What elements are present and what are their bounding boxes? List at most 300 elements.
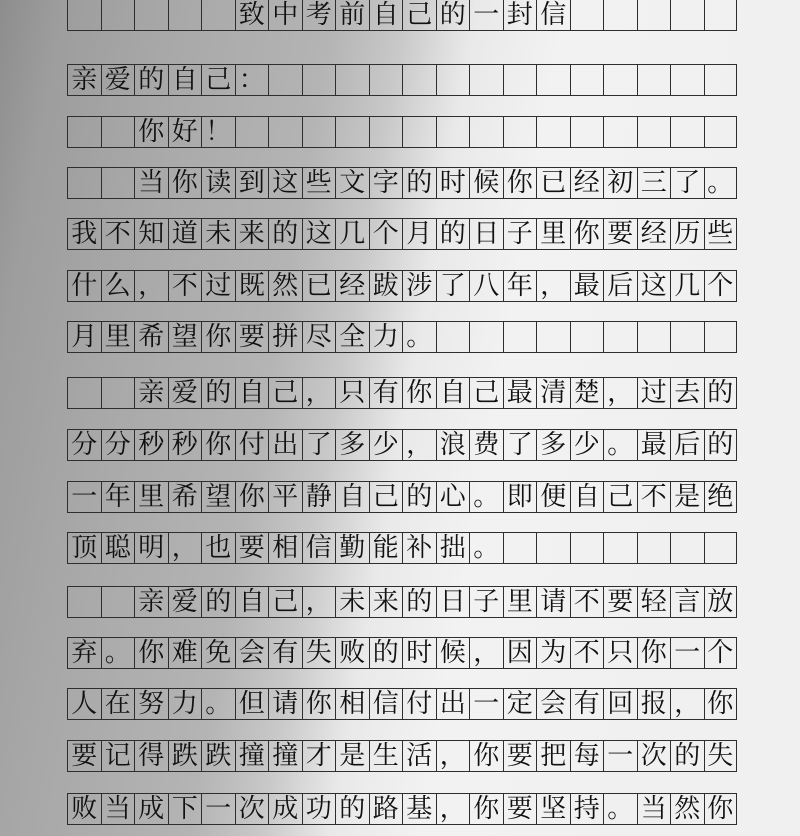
- letter-char: 你: [503, 167, 537, 199]
- letter-char: 的: [268, 218, 302, 250]
- grid-cell: [168, 0, 202, 31]
- letter-char: 后: [603, 270, 637, 302]
- letter-char: 信: [302, 532, 336, 564]
- letter-char: 么: [101, 270, 135, 302]
- grid-cell: [134, 0, 168, 31]
- grid-cell: [603, 116, 637, 148]
- letter-char: 次: [637, 740, 671, 772]
- letter-char: 己: [469, 377, 503, 409]
- letter-char: 会: [235, 637, 269, 669]
- letter-char: 自: [570, 481, 604, 513]
- letter-char: 当: [134, 167, 168, 199]
- letter-char: 年: [503, 270, 537, 302]
- grid-cell: [402, 116, 436, 148]
- letter-char: 当: [101, 793, 135, 825]
- letter-char: 请: [268, 688, 302, 720]
- title-char: 己: [402, 0, 436, 31]
- letter-char: 子: [469, 586, 503, 618]
- letter-char: 要: [603, 218, 637, 250]
- letter-char: 出: [268, 429, 302, 461]
- grid-row: [67, 218, 737, 250]
- grid-row: [67, 64, 737, 96]
- letter-char: 你: [168, 167, 202, 199]
- letter-char: 是: [670, 481, 704, 513]
- letter-char: 什: [67, 270, 101, 302]
- letter-char: 然: [670, 793, 704, 825]
- grid-cell: [101, 0, 135, 31]
- grid-row: [67, 377, 737, 409]
- letter-char: 。: [469, 481, 503, 513]
- letter-char: 读: [201, 167, 235, 199]
- letter-char: ，: [168, 532, 202, 564]
- title-char: 一: [469, 0, 503, 31]
- letter-char: 你: [637, 637, 671, 669]
- letter-char: 要: [503, 740, 537, 772]
- grid-row: [67, 167, 737, 199]
- letter-char: 道: [168, 218, 202, 250]
- grid-cell: [302, 64, 336, 96]
- letter-char: 难: [168, 637, 202, 669]
- letter-char: 每: [570, 740, 604, 772]
- letter-char: 要: [503, 793, 537, 825]
- letter-char: 但: [235, 688, 269, 720]
- letter-char: 平: [268, 481, 302, 513]
- letter-char: 分: [101, 429, 135, 461]
- grid-cell: [704, 532, 738, 564]
- letter-char: 涉: [402, 270, 436, 302]
- letter-char: 跌: [201, 740, 235, 772]
- letter-char: 费: [469, 429, 503, 461]
- letter-char: 全: [335, 321, 369, 353]
- letter-char: 一: [603, 740, 637, 772]
- letter-char: 跌: [168, 740, 202, 772]
- letter-char: 你: [134, 637, 168, 669]
- letter-char: 相: [268, 532, 302, 564]
- letter-char: 未: [201, 218, 235, 250]
- grid-cell: [335, 64, 369, 96]
- letter-char: 亲: [67, 64, 101, 96]
- letter-char: 望: [201, 481, 235, 513]
- grid-cell: [603, 0, 637, 31]
- letter-char: 为: [536, 637, 570, 669]
- letter-char: 然: [268, 270, 302, 302]
- letter-char: 自: [235, 586, 269, 618]
- letter-char: 来: [369, 586, 403, 618]
- letter-char: 的: [369, 637, 403, 669]
- letter-char: 要: [235, 321, 269, 353]
- letter-char: 成: [134, 793, 168, 825]
- grid-cell: [570, 532, 604, 564]
- letter-char: 清: [536, 377, 570, 409]
- letter-char: 未: [335, 586, 369, 618]
- letter-char: ，: [302, 586, 336, 618]
- letter-char: 的: [402, 167, 436, 199]
- letter-char: 的: [134, 64, 168, 96]
- letter-char: 不: [101, 218, 135, 250]
- title-char: 信: [536, 0, 570, 31]
- letter-char: 己: [369, 481, 403, 513]
- letter-char: 希: [134, 321, 168, 353]
- letter-char: 时: [402, 637, 436, 669]
- grid-cell: [704, 116, 738, 148]
- grid-cell: [670, 116, 704, 148]
- letter-char: 了: [436, 270, 470, 302]
- letter-char: 得: [134, 740, 168, 772]
- grid-cell: [503, 116, 537, 148]
- letter-char: 败: [67, 793, 101, 825]
- letter-char: 楚: [570, 377, 604, 409]
- grid-cell: [436, 321, 470, 353]
- letter-char: 时: [436, 167, 470, 199]
- grid-cell: [570, 64, 604, 96]
- letter-char: 会: [536, 688, 570, 720]
- grid-cell: [503, 64, 537, 96]
- letter-char: 即: [503, 481, 537, 513]
- letter-char: 坚: [536, 793, 570, 825]
- letter-char: 聪: [101, 532, 135, 564]
- letter-char: 些: [704, 218, 738, 250]
- letter-char: 。: [101, 637, 135, 669]
- letter-char: 后: [670, 429, 704, 461]
- letter-char: 付: [402, 688, 436, 720]
- letter-char: 我: [67, 218, 101, 250]
- letter-char: 只: [335, 377, 369, 409]
- letter-char: 跋: [369, 270, 403, 302]
- letter-char: 己: [268, 586, 302, 618]
- letter-char: ，: [402, 429, 436, 461]
- letter-char: 好: [168, 116, 202, 148]
- grid-cell: [101, 116, 135, 148]
- letter-char: 己: [268, 377, 302, 409]
- grid-cell: [637, 0, 671, 31]
- letter-char: 心: [436, 481, 470, 513]
- grid-cell: [670, 532, 704, 564]
- letter-char: 活: [402, 740, 436, 772]
- grid-cell: [369, 64, 403, 96]
- letter-char: 弃: [67, 637, 101, 669]
- letter-char: 有: [369, 377, 403, 409]
- letter-char: 最: [637, 429, 671, 461]
- letter-char: 的: [670, 740, 704, 772]
- title-char: 中: [268, 0, 302, 31]
- grid-cell: [402, 64, 436, 96]
- letter-char: 自: [235, 377, 269, 409]
- letter-char: 不: [570, 586, 604, 618]
- letter-char: 。: [201, 688, 235, 720]
- letter-char: 的: [436, 218, 470, 250]
- letter-char: 既: [235, 270, 269, 302]
- letter-char: 失: [704, 740, 738, 772]
- letter-char: 路: [369, 793, 403, 825]
- grid-row: [67, 532, 737, 564]
- letter-char: ，: [670, 688, 704, 720]
- grid-row: [67, 116, 737, 148]
- letter-char: 你: [134, 116, 168, 148]
- grid-cell: [268, 64, 302, 96]
- letter-char: 里: [101, 321, 135, 353]
- title-char: 自: [369, 0, 403, 31]
- letter-char: 这: [268, 167, 302, 199]
- letter-char: 亲: [134, 586, 168, 618]
- letter-char: 绝: [704, 481, 738, 513]
- letter-char: 拙: [436, 532, 470, 564]
- grid-cell: [503, 321, 537, 353]
- letter-char: 你: [469, 793, 503, 825]
- letter-char: 过: [637, 377, 671, 409]
- letter-char: 了: [670, 167, 704, 199]
- grid-cell: [268, 116, 302, 148]
- letter-char: 年: [101, 481, 135, 513]
- letter-char: 要: [235, 532, 269, 564]
- letter-char: 静: [302, 481, 336, 513]
- letter-char: 少: [369, 429, 403, 461]
- letter-char: 几: [670, 270, 704, 302]
- title-char: 前: [335, 0, 369, 31]
- grid-cell: [536, 116, 570, 148]
- letter-char: 来: [235, 218, 269, 250]
- letter-char: 日: [436, 586, 470, 618]
- letter-char: 的: [201, 586, 235, 618]
- letter-char: 经: [637, 218, 671, 250]
- letter-char: 回: [603, 688, 637, 720]
- letter-char: 顶: [67, 532, 101, 564]
- letter-char: 初: [603, 167, 637, 199]
- letter-char: ：: [235, 64, 269, 96]
- letter-char: 最: [503, 377, 537, 409]
- letter-char: 了: [503, 429, 537, 461]
- letter-char: 能: [369, 532, 403, 564]
- letter-char: 的: [704, 377, 738, 409]
- letter-char: 勤: [335, 532, 369, 564]
- letter-char: 要: [67, 740, 101, 772]
- title-char: 的: [436, 0, 470, 31]
- letter-char: ，: [134, 270, 168, 302]
- letter-char: 有: [570, 688, 604, 720]
- letter-char: 到: [235, 167, 269, 199]
- letter-char: 因: [503, 637, 537, 669]
- letter-char: 的: [704, 429, 738, 461]
- letter-char: 的: [335, 793, 369, 825]
- grid-row: [67, 740, 737, 772]
- letter-char: 撞: [235, 740, 269, 772]
- grid-cell: [67, 377, 101, 409]
- letter-char: 知: [134, 218, 168, 250]
- letter-char: 下: [168, 793, 202, 825]
- letter-char: 秒: [134, 429, 168, 461]
- letter-char: 多: [536, 429, 570, 461]
- letter-char: 放: [704, 586, 738, 618]
- letter-char: 不: [637, 481, 671, 513]
- grid-cell: [469, 321, 503, 353]
- grid-cell: [670, 0, 704, 31]
- letter-char: 。: [704, 167, 738, 199]
- letter-char: 的: [201, 377, 235, 409]
- letter-char: 一: [469, 688, 503, 720]
- letter-char: 候: [469, 167, 503, 199]
- grid-cell: [637, 321, 671, 353]
- letter-char: 一: [670, 637, 704, 669]
- letter-char: 亲: [134, 377, 168, 409]
- grid-row: [67, 637, 737, 669]
- letter-char: ，: [469, 637, 503, 669]
- grid-cell: [302, 116, 336, 148]
- grid-cell: [101, 167, 135, 199]
- letter-char: 。: [603, 429, 637, 461]
- letter-char: 你: [201, 321, 235, 353]
- letter-char: 尽: [302, 321, 336, 353]
- letter-char: 把: [536, 740, 570, 772]
- grid-cell: [67, 116, 101, 148]
- letter-char: 言: [670, 586, 704, 618]
- letter-char: 付: [235, 429, 269, 461]
- letter-char: 相: [335, 688, 369, 720]
- letter-char: 败: [335, 637, 369, 669]
- letter-char: 个: [704, 637, 738, 669]
- letter-char: 月: [402, 218, 436, 250]
- grid-row: [67, 481, 737, 513]
- grid-cell: [704, 321, 738, 353]
- grid-cell: [536, 321, 570, 353]
- letter-char: 去: [670, 377, 704, 409]
- grid-row: [67, 270, 737, 302]
- letter-char: 是: [335, 740, 369, 772]
- letter-char: ，: [302, 377, 336, 409]
- letter-char: 多: [335, 429, 369, 461]
- letter-char: 你: [570, 218, 604, 250]
- letter-char: 自: [168, 64, 202, 96]
- letter-char: 望: [168, 321, 202, 353]
- grid-cell: [570, 116, 604, 148]
- letter-char: 努: [134, 688, 168, 720]
- letter-char: 你: [235, 481, 269, 513]
- letter-char: 的: [402, 586, 436, 618]
- letter-char: 次: [235, 793, 269, 825]
- grid-cell: [436, 116, 470, 148]
- letter-char: ！: [201, 116, 235, 148]
- letter-char: 人: [67, 688, 101, 720]
- letter-char: 一: [201, 793, 235, 825]
- letter-char: 失: [302, 637, 336, 669]
- letter-char: 。: [402, 321, 436, 353]
- letter-char: 定: [503, 688, 537, 720]
- letter-char: 成: [268, 793, 302, 825]
- grid-cell: [570, 321, 604, 353]
- letter-char: 些: [302, 167, 336, 199]
- letter-char: 记: [101, 740, 135, 772]
- letter-char: 请: [536, 586, 570, 618]
- grid-row: [67, 321, 737, 353]
- letter-char: 个: [369, 218, 403, 250]
- grid-cell: [637, 116, 671, 148]
- grid-cell: [637, 532, 671, 564]
- letter-char: 过: [201, 270, 235, 302]
- letter-char: 报: [637, 688, 671, 720]
- letter-char: 撞: [268, 740, 302, 772]
- grid-cell: [603, 64, 637, 96]
- letter-char: 八: [469, 270, 503, 302]
- letter-char: 秒: [168, 429, 202, 461]
- letter-char: 出: [436, 688, 470, 720]
- letter-char: 基: [402, 793, 436, 825]
- grid-cell: [637, 64, 671, 96]
- grid-cell: [704, 64, 738, 96]
- grid-cell: [67, 167, 101, 199]
- grid-cell: [101, 586, 135, 618]
- letter-char: ，: [436, 793, 470, 825]
- letter-char: ，: [436, 740, 470, 772]
- letter-char: 己: [603, 481, 637, 513]
- title-char: 考: [302, 0, 336, 31]
- letter-char: 你: [704, 688, 738, 720]
- letter-char: 信: [369, 688, 403, 720]
- grid-cell: [67, 0, 101, 31]
- letter-char: 已: [302, 270, 336, 302]
- letter-char: 历: [670, 218, 704, 250]
- letter-char: 只: [603, 637, 637, 669]
- letter-char: 己: [201, 64, 235, 96]
- grid-cell: [536, 64, 570, 96]
- letter-char: 一: [67, 481, 101, 513]
- grid-cell: [67, 586, 101, 618]
- letter-char: 少: [570, 429, 604, 461]
- letter-char: ，: [603, 377, 637, 409]
- letter-char: 补: [402, 532, 436, 564]
- grid-cell: [101, 377, 135, 409]
- grid-cell: [201, 0, 235, 31]
- letter-char: 字: [369, 167, 403, 199]
- letter-char: 力: [168, 688, 202, 720]
- letter-char: 希: [168, 481, 202, 513]
- letter-char: 个: [704, 270, 738, 302]
- grid-cell: [335, 116, 369, 148]
- letter-char: 爱: [168, 377, 202, 409]
- letter-char: 力: [369, 321, 403, 353]
- grid-row: [67, 793, 737, 825]
- letter-char: 已: [536, 167, 570, 199]
- letter-char: 你: [402, 377, 436, 409]
- grid-cell: [469, 64, 503, 96]
- letter-char: 功: [302, 793, 336, 825]
- letter-char: 生: [369, 740, 403, 772]
- letter-char: 里: [536, 218, 570, 250]
- title-char: 致: [235, 0, 269, 31]
- grid-cell: [469, 116, 503, 148]
- letter-char: 轻: [637, 586, 671, 618]
- letter-char: 明: [134, 532, 168, 564]
- letter-char: 爱: [101, 64, 135, 96]
- grid-cell: [369, 116, 403, 148]
- letter-char: 浪: [436, 429, 470, 461]
- letter-char: 便: [536, 481, 570, 513]
- letter-char: 最: [570, 270, 604, 302]
- letter-char: 三: [637, 167, 671, 199]
- letter-char: 里: [134, 481, 168, 513]
- grid-cell: [436, 64, 470, 96]
- grid-cell: [704, 0, 738, 31]
- letter-char: 当: [637, 793, 671, 825]
- letter-char: 你: [201, 429, 235, 461]
- grid-cell: [536, 532, 570, 564]
- letter-char: 这: [637, 270, 671, 302]
- letter-char: 在: [101, 688, 135, 720]
- letter-char: 分: [67, 429, 101, 461]
- letter-char: 了: [302, 429, 336, 461]
- grid-cell: [670, 321, 704, 353]
- letter-char: 。: [469, 532, 503, 564]
- letter-char: 持: [570, 793, 604, 825]
- letter-char: 里: [503, 586, 537, 618]
- grid-cell: [603, 321, 637, 353]
